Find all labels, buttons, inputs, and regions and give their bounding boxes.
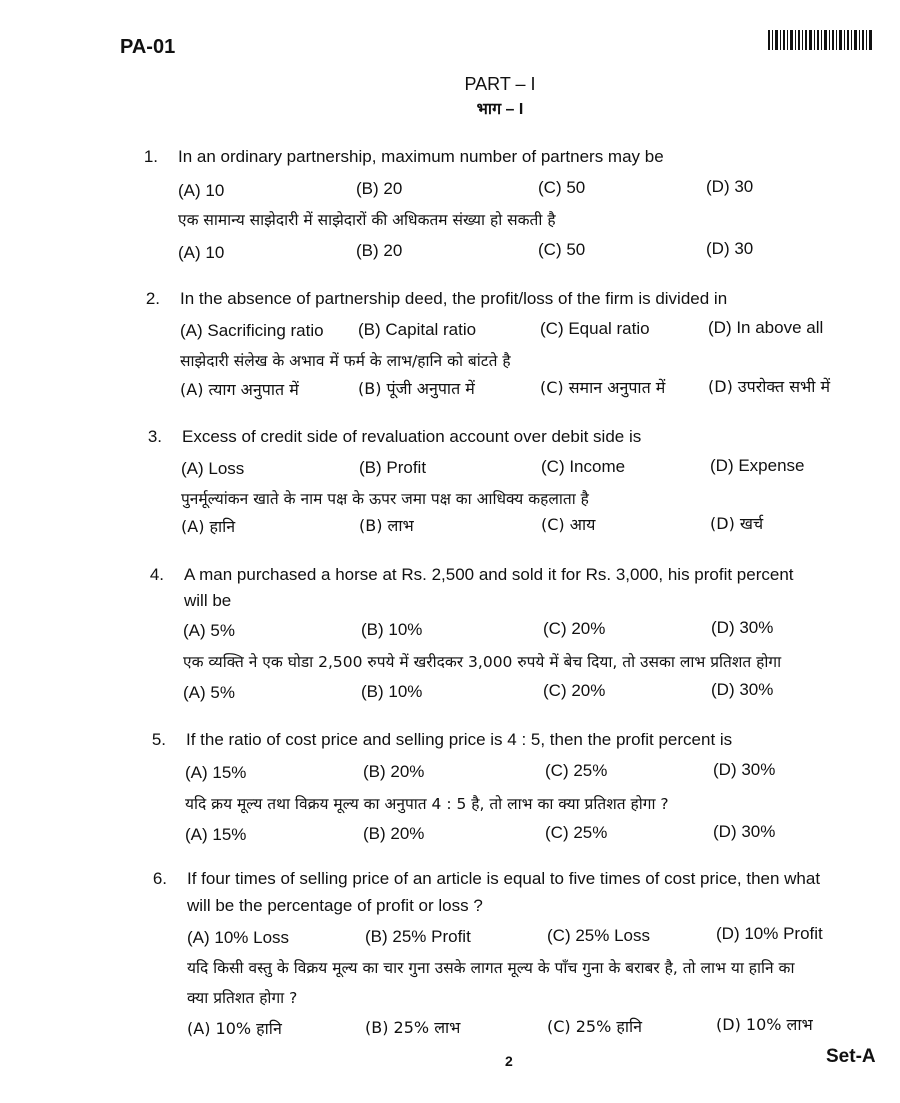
question-number: 1. [143,147,158,166]
option-c: (C) 50 [538,178,586,197]
option-a: (A) 15% [185,763,247,782]
option-a: (A) Sacrificing ratio [180,321,324,340]
option-a: (A) Loss [181,459,245,478]
hindi-option-a: (A) 15% [185,825,247,844]
option-d: (D) 30% [713,760,776,779]
hindi-option-a: (A) हानि [181,517,236,536]
option-a: (A) 10 [178,181,225,200]
hindi-option-c: (C) समान अनुपात में [540,378,666,397]
question-text: In an ordinary partnership, maximum number of partners may be [178,147,664,166]
option-c: (C) 20% [543,619,606,638]
option-b: (B) Capital ratio [358,320,477,339]
option-c: (C) 25% [545,761,608,780]
hindi-option-b: (B) 25% लाभ [365,1018,461,1037]
option-b: (B) 10% [361,620,423,639]
hindi-option-c: (C) 25% हानि [547,1017,643,1036]
set-label: Set-A [826,1046,876,1067]
hindi-option-d: (D) उपरोक्त सभी में [708,377,831,396]
part-heading-hindi: भाग – I [476,101,524,118]
question-text: In the absence of partnership deed, the profit/loss of the firm is divided in [180,289,728,308]
hindi-option-d: (D) खर्च [710,514,764,533]
option-d: (D) In above all [708,318,824,337]
question-text: Excess of credit side of revaluation account over debit side is [182,427,642,446]
option-d: (D) Expense [710,456,805,475]
hindi-option-b: (B) 20% [363,824,425,843]
hindi-option-a: (A) 5% [183,683,235,702]
hindi-option-d: (D) 10% लाभ [716,1015,813,1034]
option-c: (C) Equal ratio [540,319,650,338]
option-d: (D) 30% [711,618,774,637]
hindi-option-c: (C) आय [541,515,596,534]
question-number: 4. [149,565,164,584]
question-text: A man purchased a horse at Rs. 2,500 and sold it for Rs. 3,000, his profit percent [184,565,794,584]
page-number: 2 [505,1053,513,1069]
hindi-option-b: (B) 10% [361,682,423,701]
hindi-option-c: (C) 50 [538,240,586,259]
question-text-hindi-line-2: क्या प्रतिशत होगा ? [187,989,298,1007]
option-b: (B) 25% Profit [365,927,471,946]
hindi-option-d: (D) 30% [711,680,774,699]
hindi-option-d: (D) 30 [706,239,754,258]
question-number: 6. [152,869,167,888]
option-c: (C) 25% Loss [547,926,650,945]
question-text-hindi: साझेदारी संलेख के अभाव में फर्म के लाभ/हानि को बांटते है [180,352,511,370]
part-heading: PART – I [464,74,536,94]
option-d: (D) 10% Profit [716,924,823,943]
hindi-option-d: (D) 30% [713,822,776,841]
question-text: If four times of selling price of an article is equal to five times of cost price, then what [187,869,821,888]
hindi-option-b: (B) पूंजी अनुपात में [358,379,475,398]
question-text-hindi: एक सामान्य साझेदारी में साझेदारों की अधिकतम संख्या हो सकती है [178,211,556,229]
option-b: (B) Profit [359,458,427,477]
hindi-option-c: (C) 20% [543,681,606,700]
hindi-option-a: (A) त्याग अनुपात में [180,380,299,399]
question-text-hindi: एक व्यक्ति ने एक घोडा 2,500 रुपये में खरीदकर 3,000 रुपये में बेच दिया, तो उसका लाभ प्रतिशत होगा [183,653,782,671]
option-b: (B) 20 [356,179,403,198]
barcode-image [768,30,872,50]
question-number: 5. [151,730,166,749]
hindi-option-b: (B) 20 [356,241,403,260]
question-text-line-2: will be the percentage of profit or loss ? [187,896,483,915]
option-a: (A) 5% [183,621,235,640]
option-c: (C) Income [541,457,626,476]
question-number: 3. [147,427,162,446]
hindi-option-c: (C) 25% [545,823,608,842]
hindi-option-a: (A) 10% हानि [187,1019,282,1038]
option-b: (B) 20% [363,762,425,781]
question-text-line-2: will be [184,591,232,610]
option-d: (D) 30 [706,177,754,196]
hindi-option-b: (B) लाभ [359,516,414,535]
question-text: If the ratio of cost price and selling price is 4 : 5, then the profit percent is [186,730,733,749]
question-number: 2. [145,289,160,308]
question-text-hindi: यदि क्रय मूल्य तथा विक्रय मूल्य का अनुपात 4 : 5 है, तो लाभ का क्या प्रतिशत होगा ? [185,795,669,813]
option-a: (A) 10% Loss [187,928,290,947]
question-text-hindi: यदि किसी वस्तु के विक्रय मूल्य का चार गुना उसके लागत मूल्य के पाँच गुना के बराबर है, तो लाभ या हानि का [187,959,795,977]
paper-code: PA-01 [120,36,176,58]
question-text-hindi: पुनर्मूल्यांकन खाते के नाम पक्ष के ऊपर जमा पक्ष का आधिक्य कहलाता है [181,490,589,508]
hindi-option-a: (A) 10 [178,243,225,262]
